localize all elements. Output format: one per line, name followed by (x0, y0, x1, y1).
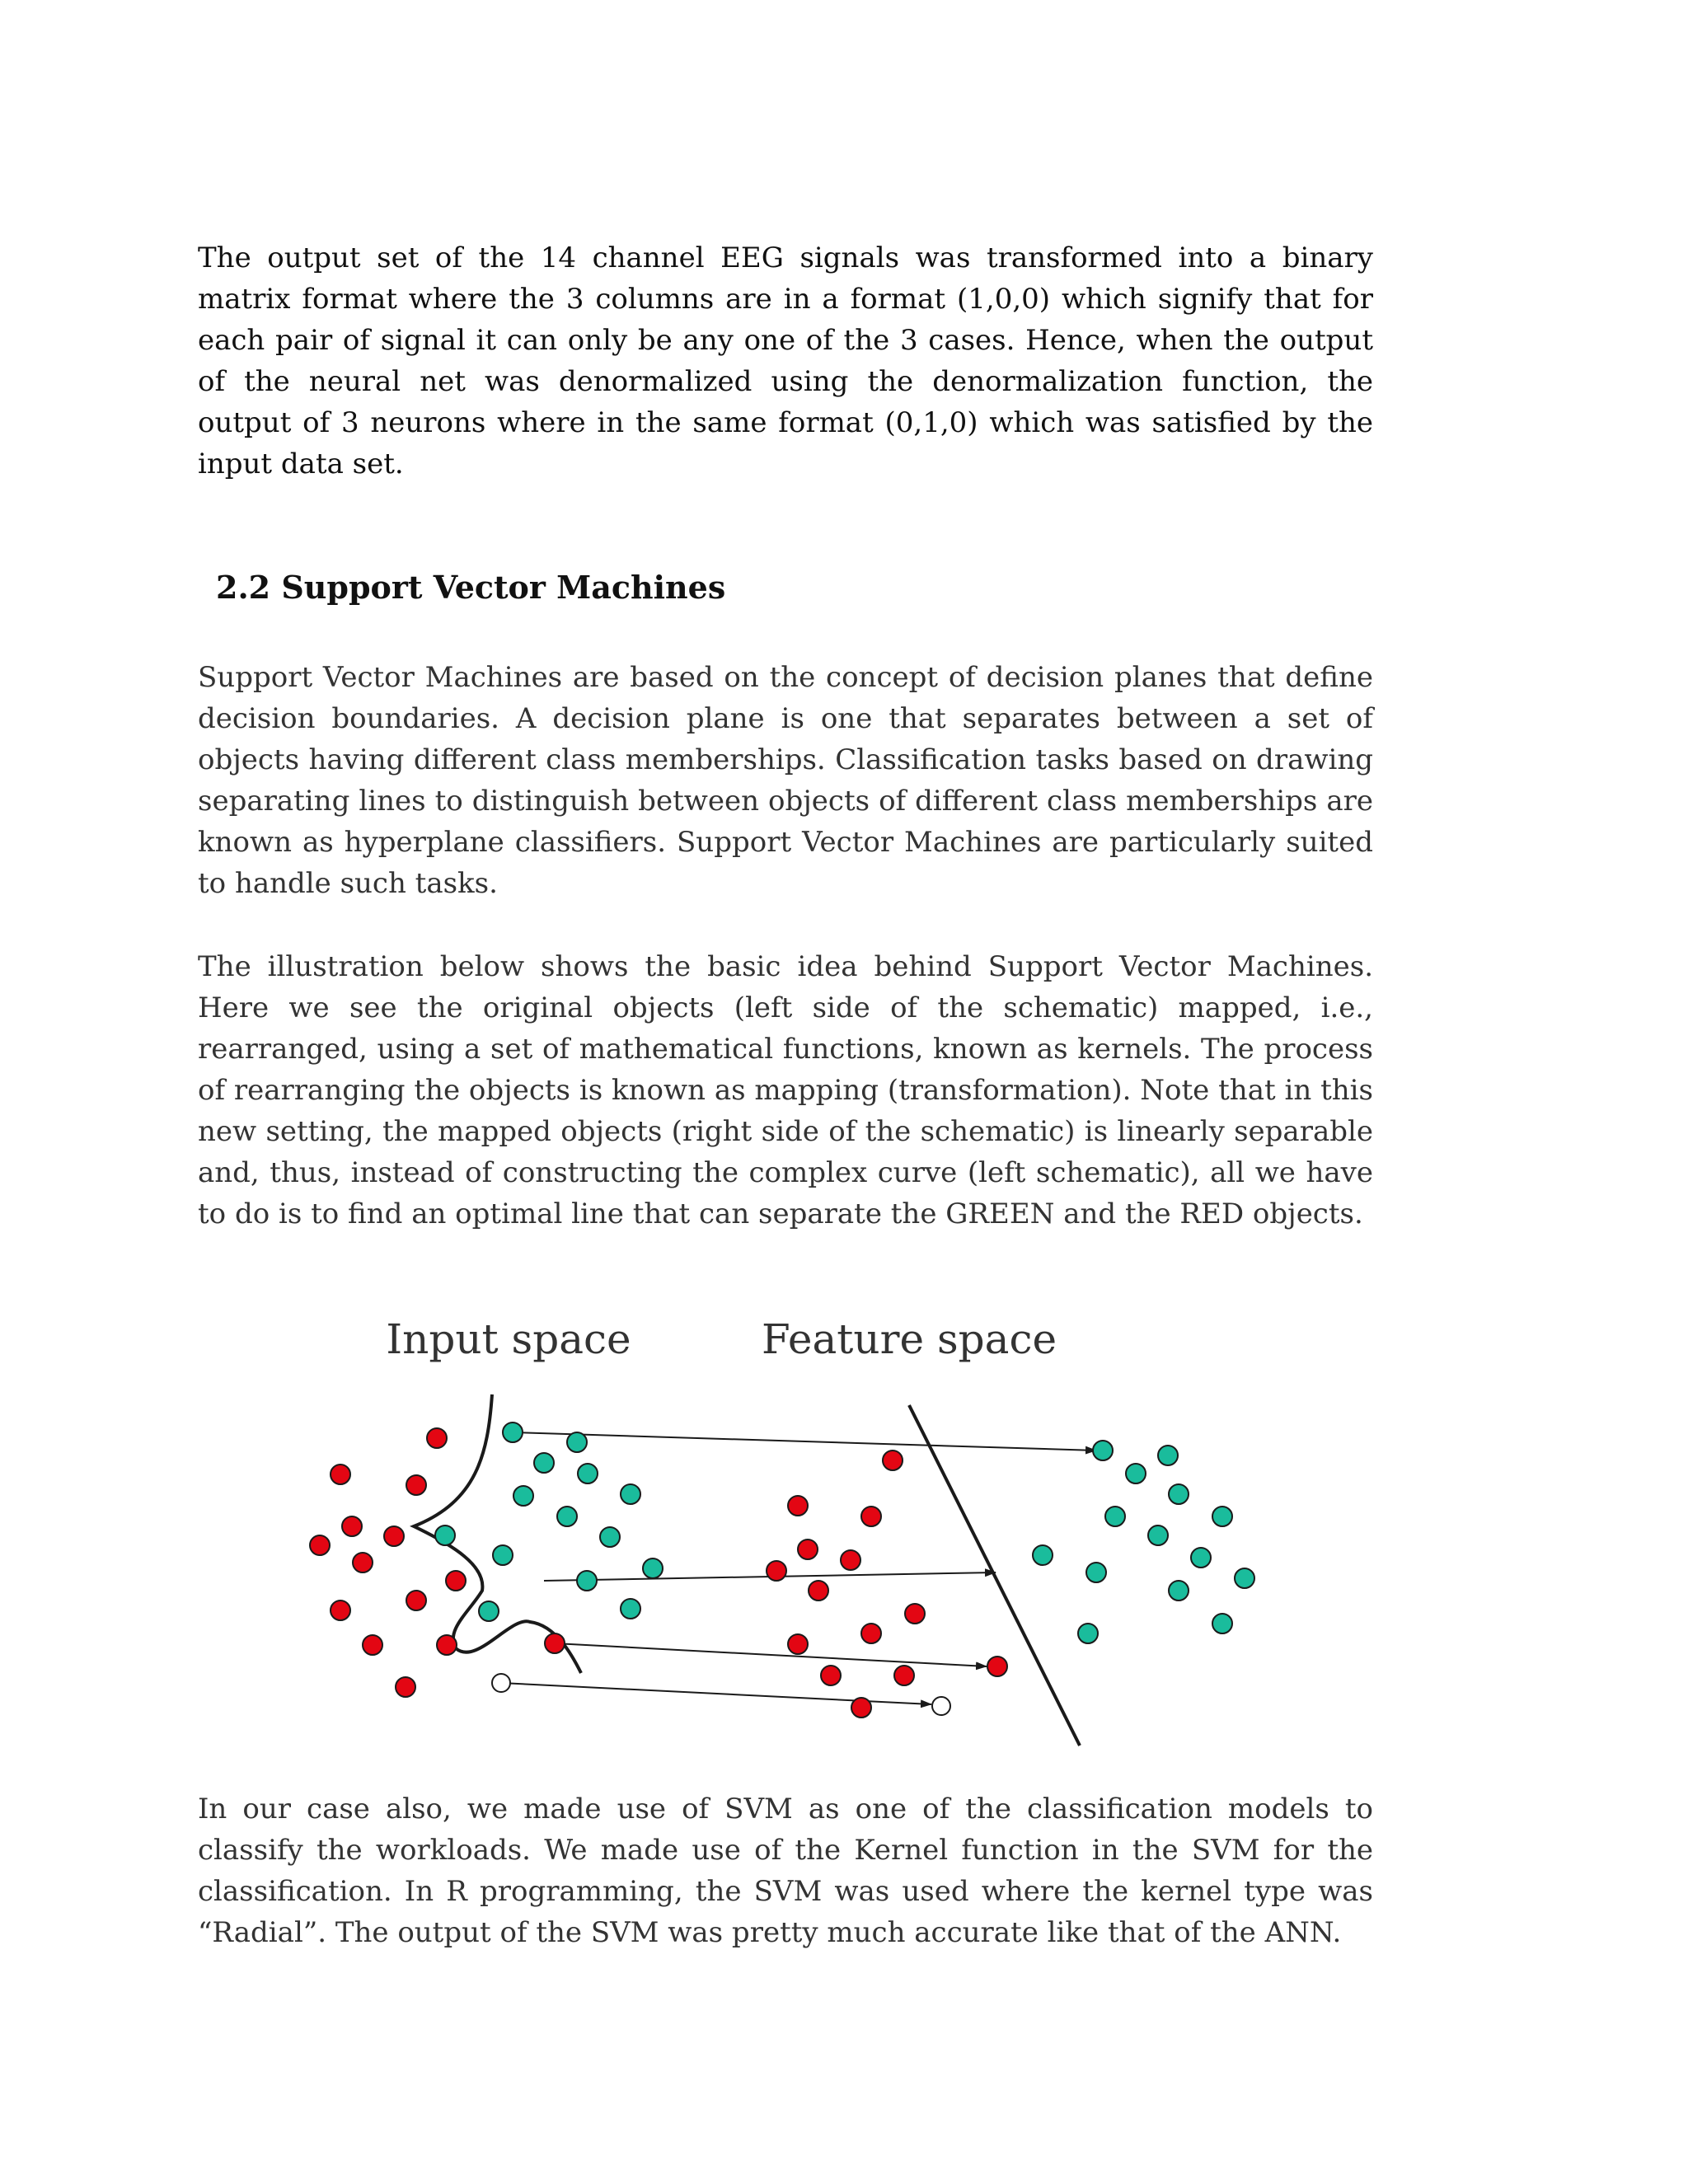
green-point (479, 1601, 499, 1621)
red-point (894, 1666, 914, 1685)
red-point (861, 1624, 881, 1643)
green-point (1169, 1484, 1189, 1504)
green-point (577, 1571, 597, 1591)
mapping-arrow-green-top (513, 1432, 1096, 1451)
red-point (788, 1496, 808, 1516)
mapping-arrow-red (555, 1643, 987, 1666)
unlabeled-input-point (492, 1674, 510, 1692)
svm-definition-paragraph: Support Vector Machines are based on the concept of decision planes that define decision boundaries. A decision plane is one that separates between a set of objects having different class memberships. Classification tasks based on drawing separating lines to distinguish between objects of different class memberships are known as hyperplane classifiers. Support Vector Machines are particularly suited to handle such tasks. (198, 661, 1373, 900)
svm-mapping-diagram (297, 1310, 1269, 1747)
green-point (1126, 1464, 1146, 1483)
red-point (406, 1591, 426, 1610)
closing-paragraph: In our case also, we made use of SVM as one of the classification models to classify the workloads. We made use of the Kernel function in the SVM for the classification. In R programming, the SVM was used where the kernel type was “Radial”. The output of the SVM was pretty much accurate like that of the ANN. (198, 1793, 1373, 1949)
red-point (987, 1657, 1007, 1676)
feature-space-label: Feature space (761, 1315, 1057, 1363)
green-point (435, 1526, 455, 1545)
input-space-green-points (435, 1422, 663, 1621)
red-point (851, 1698, 871, 1718)
red-point (446, 1571, 466, 1591)
unlabeled-feature-point (932, 1697, 950, 1715)
green-point (557, 1507, 577, 1526)
linear-separating-hyperplane (909, 1405, 1080, 1746)
red-point (437, 1635, 457, 1655)
green-point (643, 1558, 663, 1578)
red-point (310, 1535, 330, 1555)
green-point (621, 1484, 640, 1504)
green-point (503, 1422, 523, 1442)
green-point (1158, 1446, 1178, 1465)
red-point (767, 1561, 786, 1581)
red-point (331, 1601, 350, 1620)
feature-space-red-points (767, 1451, 1007, 1718)
green-point (1191, 1548, 1211, 1568)
section-heading: 2.2 Support Vector Machines (216, 569, 726, 606)
red-point (396, 1677, 415, 1697)
red-point (384, 1526, 404, 1546)
green-point (1169, 1581, 1189, 1601)
green-point (600, 1527, 620, 1547)
green-point (578, 1464, 598, 1483)
red-point (861, 1507, 881, 1526)
svm-mapping-figure (297, 1310, 1269, 1747)
red-point (353, 1553, 373, 1572)
green-point (1148, 1526, 1168, 1545)
red-point (545, 1633, 565, 1653)
illustration-paragraph: The illustration below shows the basic idea behind Support Vector Machines. Here we see the original objects (left side of the schematic) mapped, i.e., rearranged, using a set of mathematical functions, known as kernels. The process of rearranging the objects is known as mapping (transformation). Note that in this new setting, the mapped objects (right side of the schematic) is linearly separable and, thus, instead of constructing the complex curve (left schematic), all we have to do is to find an optimal line that can separate the GREEN and the RED objects. (198, 950, 1373, 1230)
red-point (809, 1581, 828, 1601)
red-point (788, 1634, 808, 1654)
red-point (427, 1428, 447, 1448)
green-point (513, 1486, 533, 1506)
red-point (821, 1666, 841, 1685)
green-point (1212, 1507, 1232, 1526)
green-point (1105, 1507, 1125, 1526)
intro-paragraph: The output set of the 14 channel EEG signals was transformed into a binary matrix format where the 3 columns are in a format (1,0,0) which signify that for each pair of signal it can only be any one of the 3 cases. Hence, when the output of the neural net was denormalized using the denormalization function, the output of 3 neurons where in the same format (0,1,0) which was satisfied by the input data set. (198, 241, 1373, 480)
green-point (1235, 1568, 1254, 1588)
green-point (493, 1545, 513, 1565)
feature-space-green-points (1033, 1441, 1254, 1643)
red-point (363, 1635, 382, 1655)
green-point (1093, 1441, 1113, 1460)
red-point (798, 1540, 818, 1559)
red-point (841, 1550, 860, 1570)
green-point (1078, 1624, 1098, 1643)
red-point (331, 1465, 350, 1484)
input-space-red-points (310, 1428, 565, 1697)
red-point (905, 1604, 925, 1624)
red-point (883, 1451, 903, 1470)
red-point (406, 1475, 426, 1495)
green-point (1212, 1614, 1232, 1633)
green-point (567, 1432, 587, 1452)
green-point (534, 1453, 554, 1473)
green-point (621, 1599, 640, 1619)
green-point (1033, 1545, 1053, 1565)
red-point (342, 1516, 362, 1536)
input-space-label: Input space (386, 1315, 631, 1363)
green-point (1086, 1563, 1106, 1582)
